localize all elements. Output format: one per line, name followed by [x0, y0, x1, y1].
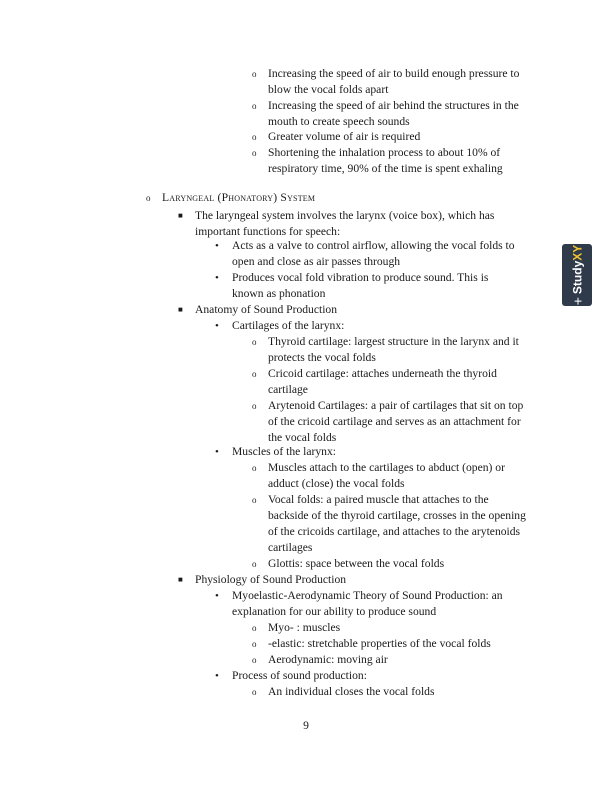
list-item: o Greater volume of air is required: [252, 130, 421, 143]
dot-bullet-icon: •: [215, 240, 219, 252]
hollow-bullet-icon: o: [252, 101, 257, 111]
hollow-bullet-icon: o: [252, 639, 257, 649]
hollow-bullet-icon: o: [252, 463, 257, 473]
square-bullet-icon: ■: [178, 575, 183, 584]
hollow-bullet-icon: o: [252, 148, 257, 158]
hollow-bullet-icon: o: [252, 401, 257, 411]
dot-bullet-icon: •: [215, 446, 219, 458]
list-item: ■ The laryngeal system involves the larynx (voice box), which has important functions for speech:: [178, 209, 495, 238]
list-item: • Acts as a valve to control airflow, allowing the vocal folds to open and close as air passes through: [215, 239, 515, 268]
list-item: o Increasing the speed of air behind the structures in the mouth to create speech sounds: [252, 99, 519, 128]
hollow-bullet-icon: o: [252, 132, 257, 142]
list-item: o Muscles attach to the cartilages to abduct (open) or adduct (close) the vocal folds: [252, 461, 505, 490]
hollow-bullet-icon: o: [146, 193, 151, 203]
hollow-bullet-icon: o: [252, 69, 257, 79]
list-item: • Process of sound production:: [215, 669, 367, 682]
hollow-bullet-icon: o: [252, 655, 257, 665]
watermark-brand: StudyXY: [570, 244, 585, 295]
hollow-bullet-icon: o: [252, 495, 257, 505]
list-item: • Muscles of the larynx:: [215, 445, 336, 458]
dot-bullet-icon: •: [215, 320, 219, 332]
hollow-bullet-icon: o: [252, 337, 257, 347]
dot-bullet-icon: •: [215, 272, 219, 284]
plus-icon: +: [569, 297, 586, 306]
list-item: ■ Anatomy of Sound Production: [178, 303, 338, 316]
list-item: • Myoelastic-Aerodynamic Theory of Sound Production: an explanation for our ability to produce sound: [215, 589, 503, 618]
list-item: • Cartilages of the larynx:: [215, 319, 345, 332]
list-item: o Aerodynamic: moving air: [252, 653, 388, 666]
list-item: o Increasing the speed of air to build enough pressure to blow the vocal folds apart: [252, 67, 520, 96]
list-item: o Shortening the inhalation process to about 10% of respiratory time, 90% of the time is spent exhaling: [252, 146, 503, 175]
list-item: • Produces vocal fold vibration to produce sound. This is known as phonation: [215, 271, 489, 300]
list-item: o An individual closes the vocal folds: [252, 685, 435, 698]
list-item: o Vocal folds: a paired muscle that attaches to the backside of the thyroid cartilage, crosses in the opening of the cricoids cartilage, and attaches to the arytenoids cartilages: [252, 493, 526, 554]
dot-bullet-icon: •: [215, 670, 219, 682]
hollow-bullet-icon: o: [252, 559, 257, 569]
list-item: o -elastic: stretchable properties of the vocal folds: [252, 637, 491, 650]
hollow-bullet-icon: o: [252, 623, 257, 633]
list-item: o Arytenoid Cartilages: a pair of cartilages that sit on top of the cricoid cartilage and serves as an attachment for the vocal folds: [252, 399, 524, 444]
list-item: o Cricoid cartilage: attaches underneath the thyroid cartilage: [252, 367, 497, 396]
section-heading: o Laryngeal (Phonatory) System: [146, 191, 316, 204]
hollow-bullet-icon: o: [252, 687, 257, 697]
list-item: o Glottis: space between the vocal folds: [252, 557, 445, 570]
square-bullet-icon: ■: [178, 211, 183, 220]
page-number: 9: [303, 719, 309, 732]
list-item: ■ Physiology of Sound Production: [178, 573, 347, 586]
square-bullet-icon: ■: [178, 305, 183, 314]
hollow-bullet-icon: o: [252, 369, 257, 379]
studyxy-watermark: [562, 244, 592, 306]
list-item: o Myo- : muscles: [252, 621, 341, 634]
list-item: o Thyroid cartilage: largest structure in the larynx and it protects the vocal folds: [252, 335, 519, 364]
dot-bullet-icon: •: [215, 590, 219, 602]
